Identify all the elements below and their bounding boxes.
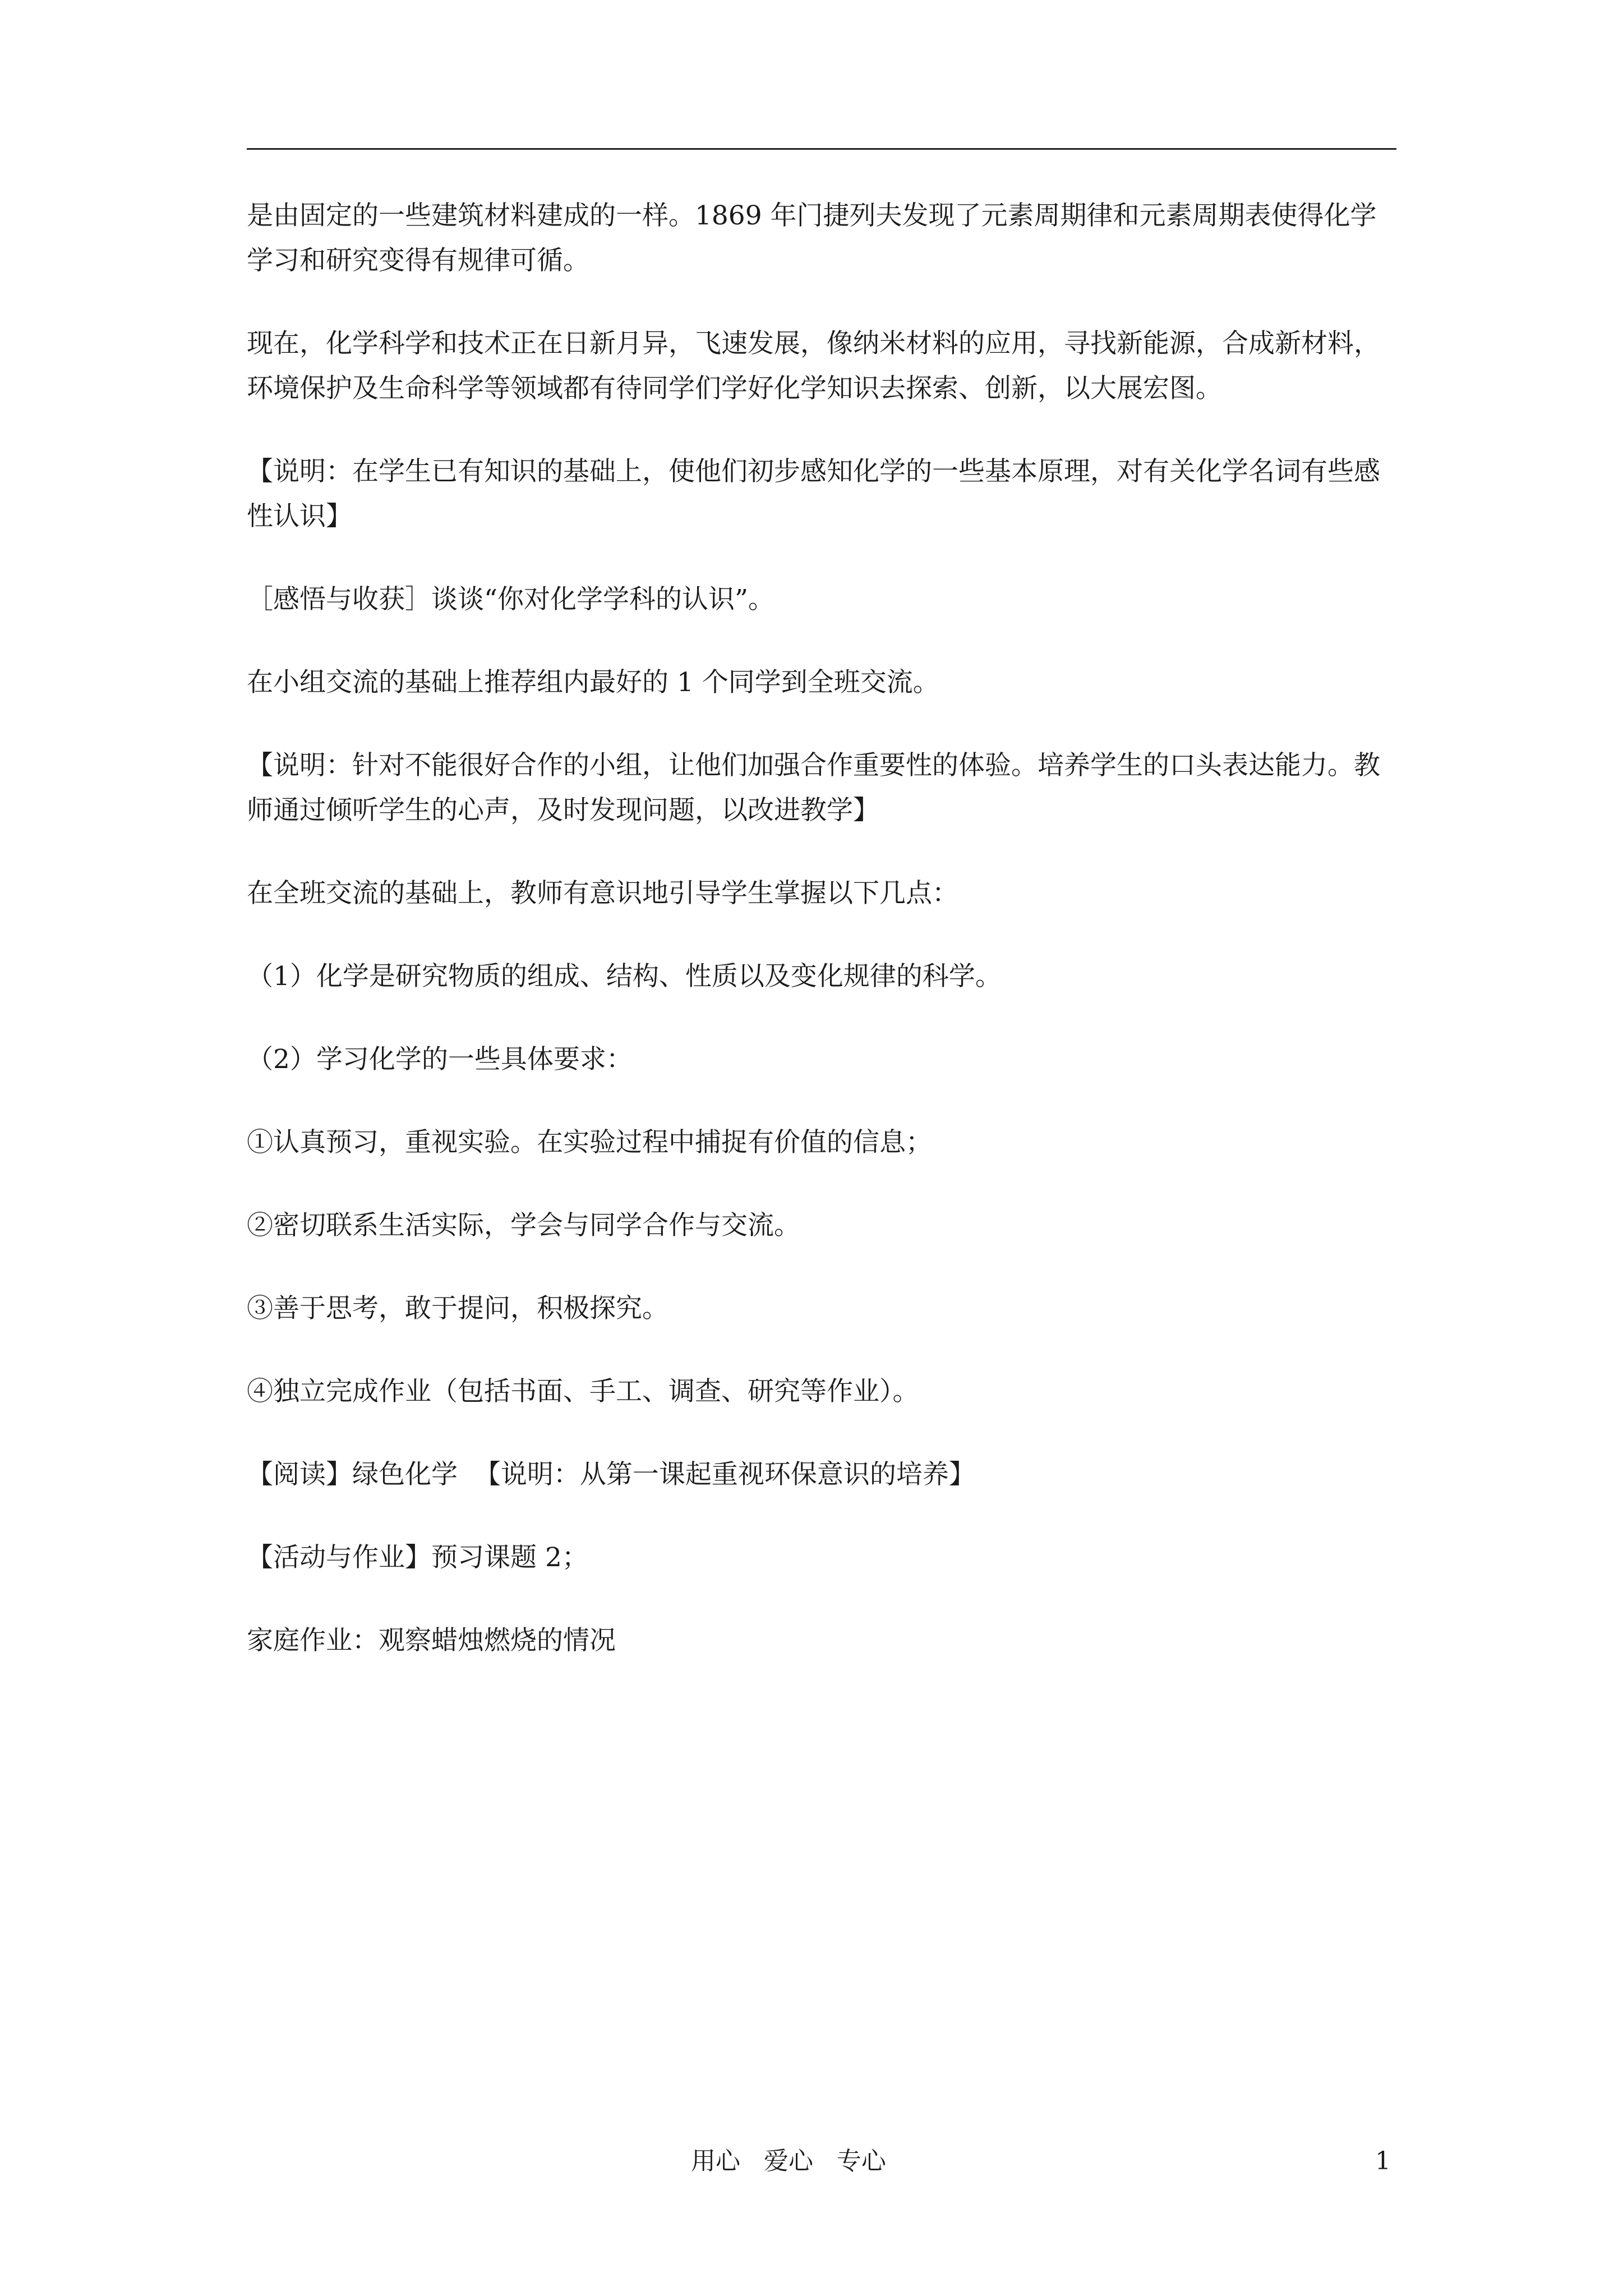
paragraph: 【活动与作业】预习课题 2； xyxy=(247,1542,588,1573)
list-item: （1）化学是研究物质的组成、结构、性质以及变化规律的科学。 xyxy=(247,961,1002,992)
page-footer xyxy=(0,2142,1623,2181)
list-item: ④独立完成作业（包括书面、手工、调查、研究等作业）。 xyxy=(247,1376,919,1407)
list-item: （2）学习化学的一些具体要求： xyxy=(247,1044,633,1075)
paragraph: 在小组交流的基础上推荐组内最好的 1 个同学到全班交流。 xyxy=(247,667,939,698)
list-item: ①认真预习，重视实验。在实验过程中捕捉有价值的信息； xyxy=(247,1127,932,1158)
document-body xyxy=(247,194,1402,1701)
paragraph: 【阅读】绿色化学 【说明：从第一课起重视环保意识的培养】 xyxy=(247,1459,975,1490)
paragraph: 家庭作业：观察蜡烛燃烧的情况 xyxy=(247,1625,616,1656)
list-item: ②密切联系生活实际，学会与同学合作与交流。 xyxy=(247,1210,800,1241)
header-rule xyxy=(247,148,1396,150)
list-item: ③善于思考，敢于提问，积极探究。 xyxy=(247,1293,668,1324)
paragraph: 【说明：针对不能很好合作的小组，让他们加强合作重要性的体验。培养学生的口头表达能力。教师通过倾听学生的心声，及时发现问题，以改进教学】 xyxy=(247,750,1380,826)
paragraph: 是由固定的一些建筑材料建成的一样。1869 年门捷列夫发现了元素周期律和元素周期表使得化学学习和研究变得有规律可循。 xyxy=(247,200,1377,276)
paragraph: 【说明：在学生已有知识的基础上，使他们初步感知化学的一些基本原理，对有关化学名词有些感性认识】 xyxy=(247,456,1380,532)
footer-motto: 用心 爱心 专心 xyxy=(691,2147,886,2175)
page-number: 1 xyxy=(1375,2147,1391,2175)
paragraph: 在全班交流的基础上，教师有意识地引导学生掌握以下几点： xyxy=(247,878,958,909)
paragraph: 现在，化学科学和技术正在日新月异，飞速发展，像纳米材料的应用，寻找新能源，合成新材料，环境保护及生命科学等领域都有待同学们学好化学知识去探索、创新，以大展宏图。 xyxy=(247,328,1380,404)
paragraph: ［感悟与收获］谈谈“你对化学学科的认识”。 xyxy=(247,584,775,615)
